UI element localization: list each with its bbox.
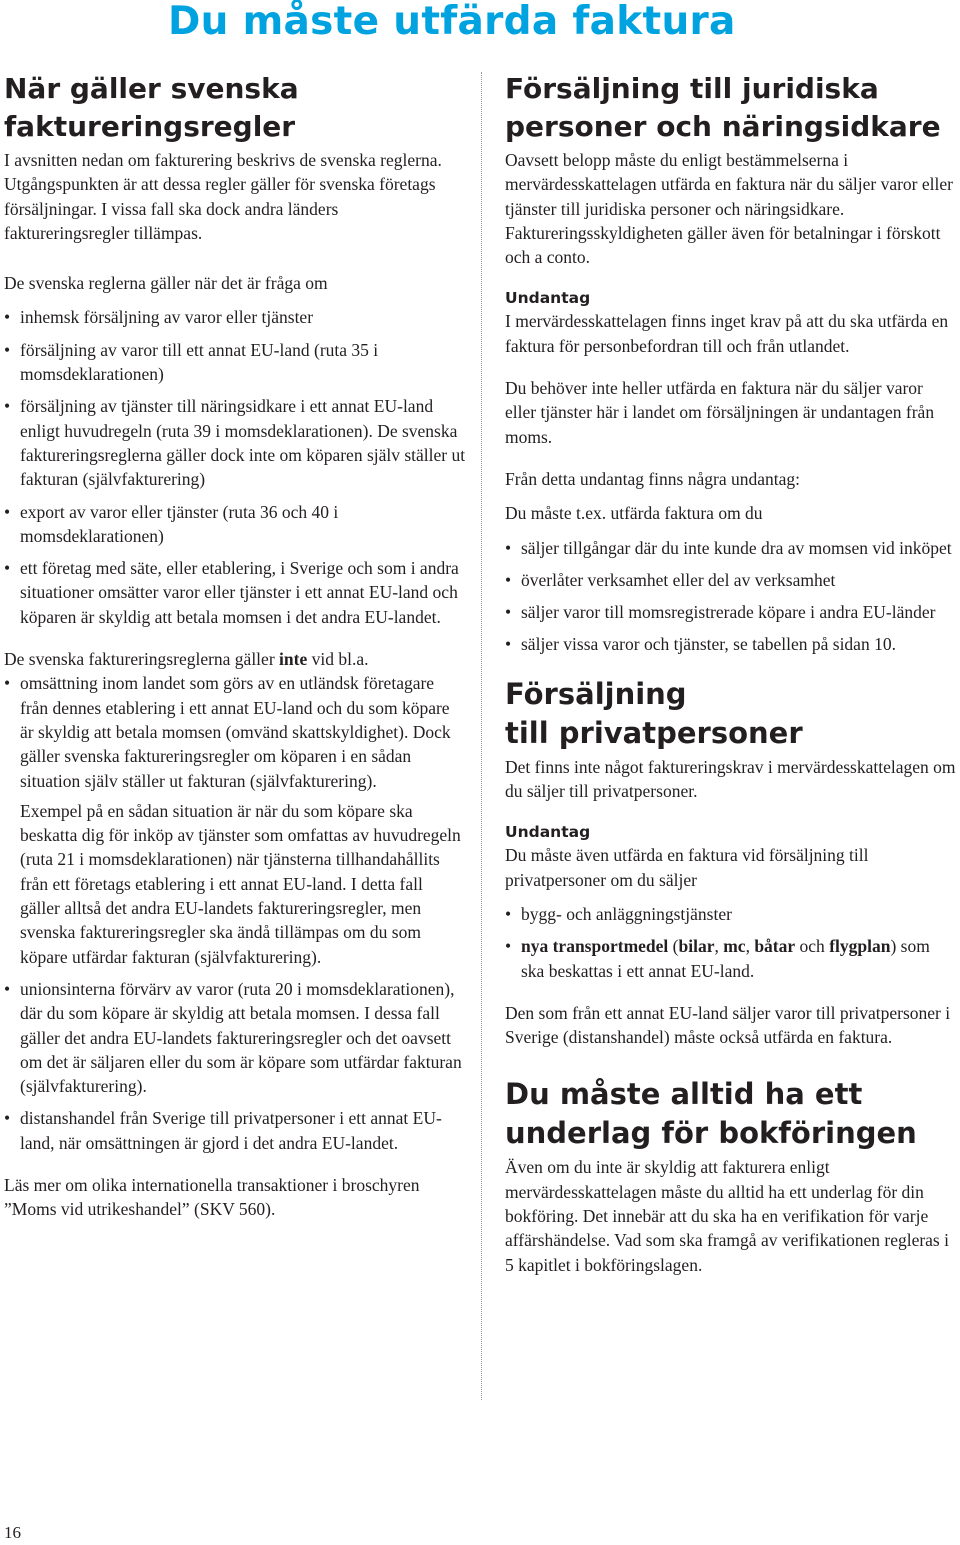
undantag-heading: Undantag [505,823,591,842]
paragraph: Oavsett belopp måste du enligt bestämmelserna i mervärdesskattelagen utfärda en faktura när du säljer varor eller tjänster till juridiska personer och näringsidkare. Faktureringsskyldigheten gäller även för betalningar i förskott och a conto. [505,150,953,268]
bullet-icon: • [4,673,11,694]
bullet-icon: • [4,396,11,417]
paragraph: Du behöver inte heller utfärda en faktura när du säljer varor eller tjänster här i landet om försäljningen är undantagen från moms. [505,378,935,447]
not-apply-list [4,671,466,1155]
right-column [505,70,957,1277]
list-item: • distanshandel från Sverige till privatpersoner i ett annat EU-land, när omsättningen är gjord i det andra EU-landet. [4,1108,442,1153]
bullet-icon: • [505,537,512,558]
left-column [4,70,466,1222]
bullet-icon: • [4,307,11,328]
list-item: • inhemsk försäljning av varor eller tjänster [4,305,466,329]
bullet-icon: • [4,558,11,579]
list-item: • säljer tillgångar där du inte kunde dra av momsen vid inköpet [505,536,957,560]
paragraph: Även om du inte är skyldig att fakturera enligt mervärdesskattelagen måste du alltid ha ett underlag för din bokföring. Det innebär att du ska ha en verifikation för varje affärshändelse. Vad som ska framgå av verifikationen regleras i 5 kapitlet i bokföringslagen. [505,1157,949,1275]
list-item: • bygg- och anläggningstjänster [505,902,957,926]
left-intro: I avsnitten nedan om fakturering beskrivs de svenska reglerna. Utgångspunkten är att dessa regler gäller för svenska företags försäljningar. I vissa fall ska dock andra länders faktureringsregler tillämpas. [4,150,442,243]
bullet-icon: • [4,1108,11,1129]
undantag-heading: Undantag [505,289,591,308]
list-item: • ett företag med säte, eller etablering, i Sverige och som i andra situationer omsätter varor eller tjänster i ett annat EU-land och köparen är skyldig att betala momsen i det andra EU-landet. [4,558,459,627]
bullet-icon: • [4,339,11,360]
page-title: Du måste utfärda faktura [168,0,736,44]
left-heading [4,70,466,146]
list-item: • säljer vissa varor och tjänster, se tabellen på sidan 10. [505,632,957,656]
paragraph: Du måste t.ex. utfärda faktura om du [505,503,763,524]
list-item: • försäljning av tjänster till näringsidkare i ett annat EU-land enligt huvudregeln (ruta 39 i momsdeklarationen). De svenska faktureringsreglerna gäller dock inte om köparen själv ställer ut fakturan (självfakturering) [4,396,466,490]
list-item: • försäljning av varor till ett annat EU-land (ruta 35 i momsdeklarationen) [4,339,379,385]
read-more: Läs mer om olika internationella transaktioner i broschyren ”Moms vid utrikeshandel” (SKV 560). [4,1174,420,1220]
left-heading-line2: faktureringsregler [4,110,296,143]
paragraph: I mervärdesskattelagen finns inget krav på att du ska utfärda en faktura för personbefordran till och från utlandet. [505,311,949,356]
paragraph: Du måste även utfärda en faktura vid försäljning till privatpersoner om du säljer [505,845,869,890]
bullet-icon: • [505,634,512,655]
left-heading-line1: När gäller svenska [4,72,299,105]
list-item: • unionsinterna förvärv av varor (ruta 20 i momsdeklarationen), där du som köpare är skyldig att betala momsen. I dessa fall gäller det andra EU-landets faktureringsregler och det oavsett om det är säljaren eller du som är köpare som utfärdar fakturan (självfakturering). [4,978,462,1097]
paragraph: Det finns inte något faktureringskrav i mervärdesskattelagen om du säljer till privatpersoner. [505,756,956,802]
page-number: 16 [4,1523,21,1542]
faktura-list [505,536,957,657]
not-apply-intro: De svenska faktureringsreglerna gäller inte vid bl.a. [4,649,369,670]
example-text: Exempel på en sådan situation är när du som köpare ska beskatta dig för inköp av tjänster som omfattas av huvudregeln (ruta 21 i momsdeklarationen) när tjänsterna tillhandahållits från ett företags etablering i ett annat EU-land. I detta fall gäller alltså det andra EU-landets faktureringsregler, men svenska faktureringsregler ska ändå tillämpas om du som köpare utfärdar fakturan (självfakturering). [20,800,461,967]
list-item: • överlåter verksamhet eller del av verksamhet [505,568,957,592]
bullet-icon: • [4,978,11,999]
bullet-icon: • [4,501,11,522]
bullet-icon: • [505,936,512,957]
section-heading-bokforing: Du måste alltid ha ett underlag för bokföringen [505,1077,917,1151]
column-divider [481,72,482,1400]
privat-list [505,902,957,983]
paragraph: Den som från ett annat EU-land säljer varor till privatpersoner i Sverige (distanshandel) måste också utfärda en faktura. [505,1002,951,1048]
list-item: • export av varor eller tjänster (ruta 36 och 40 i momsdeklarationen) [4,501,339,546]
section-heading-privatpersoner: Försäljning till privatpersoner [505,676,803,750]
list-item: • säljer varor till momsregistrerade köpare i andra EU-länder [505,600,957,624]
apply-list [4,305,466,629]
section-heading-juridiska: Försäljning till juridiska personer och näringsidkare [505,72,941,143]
list-item: • nya transportmedel (bilar, mc, båtar och flygplan) som ska beskattas i ett annat EU-land. [505,936,930,981]
bullet-icon: • [505,569,512,590]
apply-intro: De svenska reglerna gäller när det är fråga om [4,273,328,294]
bullet-icon: • [505,903,512,924]
bullet-icon: • [505,602,512,623]
paragraph: Från detta undantag finns några undantag: [505,468,800,489]
list-item: • omsättning inom landet som görs av en utländsk företagare från dennes etablering i ett annat EU-land och du som köpare är skyldig att betala momsen (omvänd skattskyldighet). Dock gäller svenska faktureringsregler om köparen i en sådan situation själv ställer ut fakturan (självfakturering). Exempel på en sådan situation är när du som köpare ska beskatta dig för inköp av tjänster som omfattas av huvudregeln (ruta 21 i momsdeklarationen) när tjänsterna tillhandahållits från ett företags etablering i ett annat EU-land. I detta fall gäller alltså det andra EU-landets faktureringsregler, men svenska faktureringsregler ska ändå tillämpas om du som köpare utfärdar fakturan (självfakturering). [4,671,466,969]
